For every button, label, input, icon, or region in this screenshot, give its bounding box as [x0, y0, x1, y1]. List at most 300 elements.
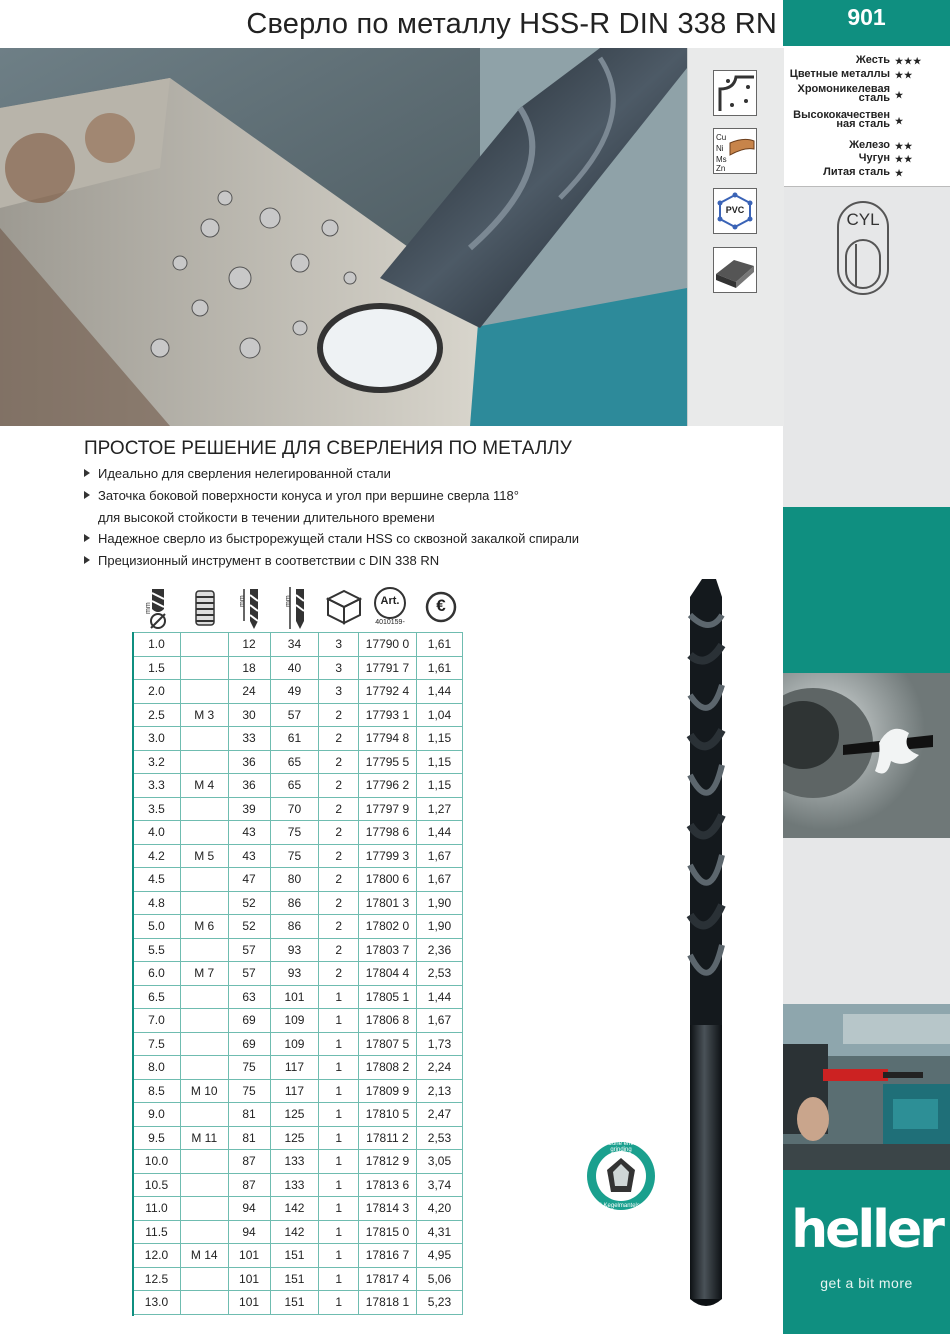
table-cell: M 4: [180, 774, 228, 798]
table-cell: 5.0: [133, 915, 181, 939]
table-cell: 9.0: [133, 1103, 181, 1127]
table-cell: M 14: [180, 1244, 228, 1268]
table-cell: 36: [228, 774, 270, 798]
material-row: [783, 85, 950, 107]
table-cell: 1: [319, 1173, 359, 1197]
pvc-label: PVC: [725, 205, 745, 215]
table-cell: 17815 0: [358, 1220, 416, 1244]
bullet-arrow-icon: [84, 556, 90, 564]
material-name: Цветные металлы: [789, 68, 890, 80]
table-cell: 11.0: [133, 1197, 181, 1221]
thread-size-icon: [190, 585, 220, 631]
table-cell: 10.5: [133, 1173, 181, 1197]
table-cell: 69: [228, 1032, 270, 1056]
table-cell: 101: [228, 1244, 270, 1268]
table-cell: 17797 9: [358, 797, 416, 821]
table-cell: 2,47: [416, 1103, 462, 1127]
table-cell: 133: [270, 1150, 319, 1174]
table-cell: 61: [270, 727, 319, 751]
table-cell: 52: [228, 891, 270, 915]
table-row: [133, 985, 463, 1009]
table-cell: 6.5: [133, 985, 181, 1009]
table-cell: 4,31: [416, 1220, 462, 1244]
table-cell: 1,27: [416, 797, 462, 821]
svg-text:mm: mm: [145, 602, 152, 614]
table-cell: 75: [270, 821, 319, 845]
table-cell: 1: [319, 1126, 359, 1150]
table-cell: 17810 5: [358, 1103, 416, 1127]
table-cell: 2: [319, 797, 359, 821]
table-cell: 36: [228, 750, 270, 774]
table-cell: [180, 1220, 228, 1244]
table-cell: 2,53: [416, 1126, 462, 1150]
table-cell: 30: [228, 703, 270, 727]
non-ferrous-metals-icon: [713, 128, 757, 174]
table-cell: 1: [319, 1220, 359, 1244]
material-row: [783, 70, 950, 84]
table-cell: 4.2: [133, 844, 181, 868]
table-cell: 40: [270, 656, 319, 680]
rating-stars: ★★★: [895, 56, 923, 66]
table-cell: 2: [319, 844, 359, 868]
table-cell: 12: [228, 633, 270, 657]
svg-text:Ms: Ms: [716, 155, 727, 164]
application-icons-column: [687, 48, 784, 426]
table-cell: 5,23: [416, 1291, 462, 1315]
table-row: [133, 727, 463, 751]
bullet-arrow-icon: [84, 469, 90, 477]
total-length-icon: [282, 585, 312, 631]
table-cell: 1,61: [416, 633, 462, 657]
svg-text:Ni: Ni: [716, 144, 724, 153]
diameter-icon: [142, 585, 172, 631]
table-cell: [180, 891, 228, 915]
teal-band: [783, 507, 950, 673]
table-row: [133, 680, 463, 704]
table-cell: 47: [228, 868, 270, 892]
table-cell: 117: [270, 1056, 319, 1080]
table-cell: 3,05: [416, 1150, 462, 1174]
table-row: [133, 1291, 463, 1315]
table-cell: 151: [270, 1244, 319, 1268]
table-cell: 24: [228, 680, 270, 704]
table-cell: 2: [319, 891, 359, 915]
steel-plate-icon: [713, 247, 757, 293]
flute-length-icon: [236, 585, 266, 631]
bullet-arrow-icon: [84, 534, 90, 542]
table-cell: 1: [319, 1103, 359, 1127]
table-cell: 17791 7: [358, 656, 416, 680]
package-quantity-icon: [324, 585, 364, 631]
table-cell: 1,44: [416, 821, 462, 845]
table-cell: 7.5: [133, 1032, 181, 1056]
table-cell: 86: [270, 891, 319, 915]
badge-bottom-text: 118° Kegelmantelschliff: [589, 1203, 653, 1209]
table-row: [133, 703, 463, 727]
title-bar: [0, 0, 783, 49]
table-cell: 3: [319, 656, 359, 680]
table-row: [133, 797, 463, 821]
table-cell: 43: [228, 844, 270, 868]
table-cell: 2: [319, 750, 359, 774]
table-cell: 1: [319, 1056, 359, 1080]
table-row: [133, 1126, 463, 1150]
table-cell: [180, 1173, 228, 1197]
table-cell: 5,06: [416, 1267, 462, 1291]
table-cell: 18: [228, 656, 270, 680]
table-row: [133, 1150, 463, 1174]
table-cell: [180, 750, 228, 774]
table-cell: 2: [319, 703, 359, 727]
table-cell: 87: [228, 1150, 270, 1174]
table-cell: 4.5: [133, 868, 181, 892]
table-cell: 65: [270, 750, 319, 774]
table-cell: M 6: [180, 915, 228, 939]
article-label: Art.: [380, 595, 400, 607]
table-cell: 17803 7: [358, 938, 416, 962]
article-number-icon: [370, 585, 410, 631]
table-cell: 3.3: [133, 774, 181, 798]
table-cell: M 5: [180, 844, 228, 868]
rating-stars: ★★: [895, 70, 914, 80]
table-cell: 75: [270, 844, 319, 868]
table-cell: 17792 4: [358, 680, 416, 704]
table-cell: 1,15: [416, 750, 462, 774]
material-row: [783, 111, 950, 133]
table-row: [133, 844, 463, 868]
table-cell: 1.5: [133, 656, 181, 680]
rating-stars: ★★: [895, 154, 914, 164]
table-cell: 49: [270, 680, 319, 704]
table-cell: [180, 633, 228, 657]
table-cell: 3.5: [133, 797, 181, 821]
pvc-plastic-icon: [713, 188, 757, 234]
table-cell: [180, 1267, 228, 1291]
material-name: Литая сталь: [823, 166, 890, 178]
price-euro-icon: [424, 585, 458, 631]
cylindrical-shank-icon: [836, 200, 890, 296]
table-cell: 17814 3: [358, 1197, 416, 1221]
shank-label: CYL: [846, 210, 880, 229]
table-cell: 1: [319, 1291, 359, 1315]
table-cell: 17798 6: [358, 821, 416, 845]
table-cell: 5.5: [133, 938, 181, 962]
table-cell: 57: [228, 962, 270, 986]
table-cell: 142: [270, 1197, 319, 1221]
material-name: Жесть: [855, 54, 890, 66]
table-row: [133, 1244, 463, 1268]
table-cell: 1: [319, 985, 359, 1009]
workshop-photo: [783, 1004, 950, 1170]
table-cell: [180, 985, 228, 1009]
svg-text:mm: mm: [239, 595, 246, 607]
table-cell: 75: [228, 1056, 270, 1080]
table-cell: 1,04: [416, 703, 462, 727]
material-name: Чугун: [858, 152, 890, 164]
rating-stars: ★: [895, 168, 905, 178]
table-cell: M 7: [180, 962, 228, 986]
table-cell: 1,15: [416, 727, 462, 751]
table-cell: 17813 6: [358, 1173, 416, 1197]
table-cell: 1: [319, 1150, 359, 1174]
table-cell: 101: [228, 1291, 270, 1315]
table-cell: 17796 2: [358, 774, 416, 798]
table-cell: 17800 6: [358, 868, 416, 892]
table-row: [133, 1103, 463, 1127]
table-cell: 17811 2: [358, 1126, 416, 1150]
table-cell: 2: [319, 915, 359, 939]
table-cell: 13.0: [133, 1291, 181, 1315]
table-cell: 52: [228, 915, 270, 939]
table-cell: [180, 680, 228, 704]
page-title: Сверло по металлу HSS-R DIN 338 RN: [246, 8, 777, 40]
table-cell: 3.2: [133, 750, 181, 774]
table-cell: 1,15: [416, 774, 462, 798]
table-cell: 2,36: [416, 938, 462, 962]
table-cell: 39: [228, 797, 270, 821]
table-cell: 17805 1: [358, 985, 416, 1009]
table-row: [133, 1009, 463, 1033]
table-row: [133, 962, 463, 986]
table-cell: 101: [228, 1267, 270, 1291]
table-cell: 9.5: [133, 1126, 181, 1150]
table-cell: 93: [270, 938, 319, 962]
table-cell: [180, 1291, 228, 1315]
table-cell: 10.0: [133, 1150, 181, 1174]
feature-bullet: Заточка боковой поверхности конуса и угол при вершине сверла 118°: [84, 488, 519, 503]
table-cell: 43: [228, 821, 270, 845]
table-cell: 2,13: [416, 1079, 462, 1103]
table-accent-stripe: [132, 632, 134, 1316]
table-cell: [180, 1103, 228, 1127]
table-cell: 4,95: [416, 1244, 462, 1268]
rating-stars: ★: [895, 116, 905, 126]
table-row: [133, 1056, 463, 1080]
table-cell: [180, 868, 228, 892]
table-cell: 1,90: [416, 891, 462, 915]
table-cell: 3,74: [416, 1173, 462, 1197]
table-cell: 17790 0: [358, 633, 416, 657]
table-row: [133, 1173, 463, 1197]
gray-band: [783, 838, 950, 1004]
table-cell: 17817 4: [358, 1267, 416, 1291]
table-cell: 17808 2: [358, 1056, 416, 1080]
table-cell: 151: [270, 1291, 319, 1315]
table-cell: 8.5: [133, 1079, 181, 1103]
table-cell: [180, 1197, 228, 1221]
feature-bullet-continuation: для высокой стойкости в течении длительного времени: [98, 510, 435, 525]
table-cell: 17801 3: [358, 891, 416, 915]
table-cell: 1: [319, 1032, 359, 1056]
table-cell: 17794 8: [358, 727, 416, 751]
svg-text:Zn: Zn: [716, 164, 726, 173]
table-cell: 17806 8: [358, 1009, 416, 1033]
table-cell: 109: [270, 1009, 319, 1033]
table-cell: 12.5: [133, 1267, 181, 1291]
table-row: [133, 1197, 463, 1221]
table-cell: 81: [228, 1103, 270, 1127]
svg-text:mm: mm: [285, 595, 292, 607]
table-cell: 17818 1: [358, 1291, 416, 1315]
table-cell: 2.5: [133, 703, 181, 727]
table-cell: [180, 1150, 228, 1174]
table-cell: 2: [319, 727, 359, 751]
table-cell: 63: [228, 985, 270, 1009]
table-cell: M 11: [180, 1126, 228, 1150]
table-cell: 93: [270, 962, 319, 986]
table-cell: 142: [270, 1220, 319, 1244]
table-cell: 1,67: [416, 1009, 462, 1033]
table-cell: 1,90: [416, 915, 462, 939]
table-row: [133, 633, 463, 657]
table-cell: 17795 5: [358, 750, 416, 774]
table-cell: 117: [270, 1079, 319, 1103]
svg-text:Cu: Cu: [716, 133, 727, 142]
table-cell: [180, 1032, 228, 1056]
table-cell: 87: [228, 1173, 270, 1197]
table-cell: 2: [319, 821, 359, 845]
table-cell: 1: [319, 1197, 359, 1221]
table-cell: 12.0: [133, 1244, 181, 1268]
table-cell: 125: [270, 1103, 319, 1127]
table-cell: 6.0: [133, 962, 181, 986]
table-cell: 1: [319, 1009, 359, 1033]
table-cell: 69: [228, 1009, 270, 1033]
table-cell: [180, 821, 228, 845]
table-cell: 2: [319, 868, 359, 892]
materials-rating-panel: [783, 46, 950, 187]
table-row: [133, 750, 463, 774]
badge-top-text: 118° Cone envelope grinding: [594, 1141, 648, 1153]
table-row: [133, 1220, 463, 1244]
table-cell: 4.0: [133, 821, 181, 845]
table-cell: 65: [270, 774, 319, 798]
drill-chuck-photo: [783, 673, 950, 838]
cone-grinding-badge: [585, 1140, 657, 1212]
table-row: [133, 656, 463, 680]
drill-bit-illustration: [670, 575, 740, 1315]
bullet-arrow-icon: [84, 491, 90, 499]
table-cell: M 10: [180, 1079, 228, 1103]
currency-symbol: €: [436, 596, 446, 615]
table-cell: 86: [270, 915, 319, 939]
feature-bullet: Надежное сверло из быстрорежущей стали HSS со сквозной закалкой спирали: [84, 531, 579, 546]
table-cell: [180, 656, 228, 680]
table-cell: 1,73: [416, 1032, 462, 1056]
table-cell: 57: [270, 703, 319, 727]
material-name: Хромоникелевая сталь: [797, 83, 890, 104]
table-cell: 34: [270, 633, 319, 657]
rating-stars: ★: [895, 90, 905, 100]
table-cell: 8.0: [133, 1056, 181, 1080]
table-cell: [180, 1009, 228, 1033]
table-cell: 4.8: [133, 891, 181, 915]
table-cell: [180, 938, 228, 962]
table-cell: 1,44: [416, 680, 462, 704]
table-cell: 2: [319, 938, 359, 962]
table-row: [133, 915, 463, 939]
table-cell: [180, 1056, 228, 1080]
table-cell: 1,67: [416, 868, 462, 892]
table-cell: 1: [319, 1244, 359, 1268]
table-cell: 11.5: [133, 1220, 181, 1244]
table-cell: 1,61: [416, 656, 462, 680]
table-cell: 151: [270, 1267, 319, 1291]
material-row: [783, 168, 950, 182]
table-cell: 1: [319, 1079, 359, 1103]
table-cell: 3.0: [133, 727, 181, 751]
table-cell: 133: [270, 1173, 319, 1197]
rating-stars: ★★: [895, 141, 914, 151]
table-cell: 2,24: [416, 1056, 462, 1080]
table-cell: 57: [228, 938, 270, 962]
material-name: Железо: [849, 139, 890, 151]
table-cell: 1,67: [416, 844, 462, 868]
table-cell: 70: [270, 797, 319, 821]
table-cell: 2: [319, 962, 359, 986]
logo-tagline: get a bit more: [820, 1275, 913, 1291]
table-cell: 17816 7: [358, 1244, 416, 1268]
table-cell: 4,20: [416, 1197, 462, 1221]
section-title: ПРОСТОЕ РЕШЕНИЕ ДЛЯ СВЕРЛЕНИЯ ПО МЕТАЛЛУ: [84, 438, 572, 459]
catalog-number-badge: 901: [783, 0, 950, 46]
table-row: [133, 891, 463, 915]
table-cell: 94: [228, 1220, 270, 1244]
table-cell: 109: [270, 1032, 319, 1056]
table-cell: 125: [270, 1126, 319, 1150]
feature-bullet: Идеально для сверления нелегированной стали: [84, 466, 391, 481]
table-cell: 17809 9: [358, 1079, 416, 1103]
table-row: [133, 1032, 463, 1056]
table-row: [133, 821, 463, 845]
table-row: [133, 938, 463, 962]
table-cell: 80: [270, 868, 319, 892]
table-cell: 2,53: [416, 962, 462, 986]
table-cell: 7.0: [133, 1009, 181, 1033]
table-cell: 94: [228, 1197, 270, 1221]
table-cell: 1: [319, 1267, 359, 1291]
spec-table: [132, 632, 463, 1315]
hero-photo: [0, 48, 687, 426]
heller-logo: heller: [791, 1200, 942, 1260]
table-cell: 33: [228, 727, 270, 751]
table-row: [133, 774, 463, 798]
table-row: [133, 1079, 463, 1103]
table-cell: 17807 5: [358, 1032, 416, 1056]
table-cell: 17812 9: [358, 1150, 416, 1174]
table-cell: 3: [319, 633, 359, 657]
table-cell: 3: [319, 680, 359, 704]
table-row: [133, 1267, 463, 1291]
table-cell: 17799 3: [358, 844, 416, 868]
table-cell: 17793 1: [358, 703, 416, 727]
table-row: [133, 868, 463, 892]
table-cell: [180, 797, 228, 821]
table-cell: 1.0: [133, 633, 181, 657]
table-cell: [180, 727, 228, 751]
table-cell: 81: [228, 1126, 270, 1150]
table-cell: 75: [228, 1079, 270, 1103]
table-cell: 2: [319, 774, 359, 798]
material-name: Высококачествен ная сталь: [793, 109, 890, 130]
table-cell: 17802 0: [358, 915, 416, 939]
table-cell: 17804 4: [358, 962, 416, 986]
sheet-metal-icon: [713, 70, 757, 116]
table-cell: M 3: [180, 703, 228, 727]
table-cell: 1,44: [416, 985, 462, 1009]
table-cell: 2.0: [133, 680, 181, 704]
article-prefix: 4010159-: [375, 619, 405, 626]
